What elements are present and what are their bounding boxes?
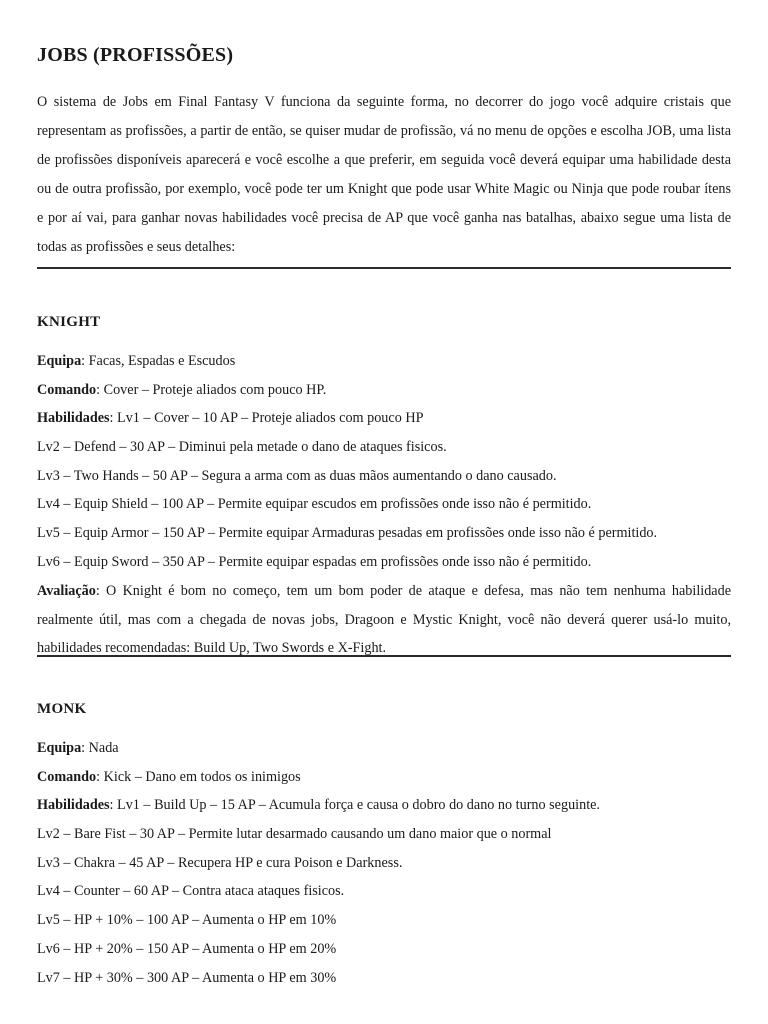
equip-label: Equipa [37,353,82,369]
equip-label: Equipa [37,740,82,756]
ability-line: Lv3 – Chakra – 45 AP – Recupera HP e cura Poison e Darkness. [37,854,403,871]
evaluation-text: : O Knight é bom no começo, tem um bom poder de ataque e defesa, mas não tem nenhuma habilidade realmente útil, mas com a chegada de novas jobs, Dragoon e Mystic Knight, você não deverá querer usá-lo muito, habilidades recomendadas: Build Up, Two Swords e X-Fight. [37,583,731,657]
abilities-label: Habilidades [37,797,110,814]
section-title-monk: MONK [37,701,87,717]
knight-details [37,347,731,577]
command-label: Comando [37,381,97,398]
command-label: Comando [37,768,97,785]
evaluation-label: Avaliação [37,583,96,599]
command-value: : Kick – Dano em todos os inimigos [96,768,301,785]
ability-line: Lv5 – Equip Armor – 150 AP – Permite equipar Armaduras pesadas em profissões onde isso não é permitido. [37,525,658,542]
ability-line: Lv2 – Defend – 30 AP – Diminui pela metade o dano de ataques fisicos. [37,439,447,456]
section-divider [37,655,731,657]
intro-paragraph: O sistema de Jobs em Final Fantasy V funciona da seguinte forma, no decorrer do jogo você adquire cristais que representam as profissões, a partir de então, se quiser mudar de profissão, vá no menu de opções e escolha JOB, uma lista de profissões disponíveis aparecerá e você escolhe a que preferir, em seguida você deverá equipar uma habilidade desta ou de outra profissão, por exemplo, você pode ter um Knight que pode usar White Magic ou Ninja que pode roubar ítens e por aí vai, para ganhar novas habilidades você precisa de AP que você ganha nas batalhas, abaixo segue uma lista de todas as profissões e seus detalhes: [37,94,731,255]
monk-abilities-line [37,791,731,820]
monk-command-line [37,763,731,792]
ability-line: Lv4 – Equip Shield – 100 AP – Permite equipar escudos em profissões onde isso não é permitido. [37,496,592,513]
command-value: : Cover – Proteje aliados com pouco HP. [96,381,327,398]
ability-line: Lv4 – Counter – 60 AP – Contra ataca ataques fisicos. [37,883,345,900]
knight-evaluation [37,577,731,663]
section-title-knight: KNIGHT [37,314,101,330]
abilities-label: Habilidades [37,410,110,427]
ability-lv1: : Lv1 – Cover – 10 AP – Proteje aliados com pouco HP [109,410,424,427]
knight-abilities-line [37,404,731,433]
page-title: JOBS (PROFISSÕES) [37,44,234,66]
equip-value: : Facas, Espadas e Escudos [81,353,236,369]
ability-line: Lv6 – HP + 20% – 150 AP – Aumenta o HP em 20% [37,940,337,957]
ability-line: Lv6 – Equip Sword – 350 AP – Permite equipar espadas em profissões onde isso não é permitido. [37,553,592,570]
monk-details [37,734,731,992]
ability-line: Lv2 – Bare Fist – 30 AP – Permite lutar desarmado causando um dano maior que o normal [37,826,552,843]
ability-line: Lv7 – HP + 30% – 300 AP – Aumenta o HP em 30% [37,969,337,986]
ability-lv1: : Lv1 – Build Up – 15 AP – Acumula força e causa o dobro do dano no turno seguinte. [109,797,600,814]
ability-line: Lv3 – Two Hands – 50 AP – Segura a arma com as duas mãos aumentando o dano causado. [37,467,557,484]
ability-line: Lv5 – HP + 10% – 100 AP – Aumenta o HP em 10% [37,912,337,929]
equip-value: : Nada [81,740,119,756]
knight-equip-line [37,347,731,376]
section-divider [37,267,731,269]
monk-equip-line [37,734,731,763]
knight-command-line [37,376,731,405]
